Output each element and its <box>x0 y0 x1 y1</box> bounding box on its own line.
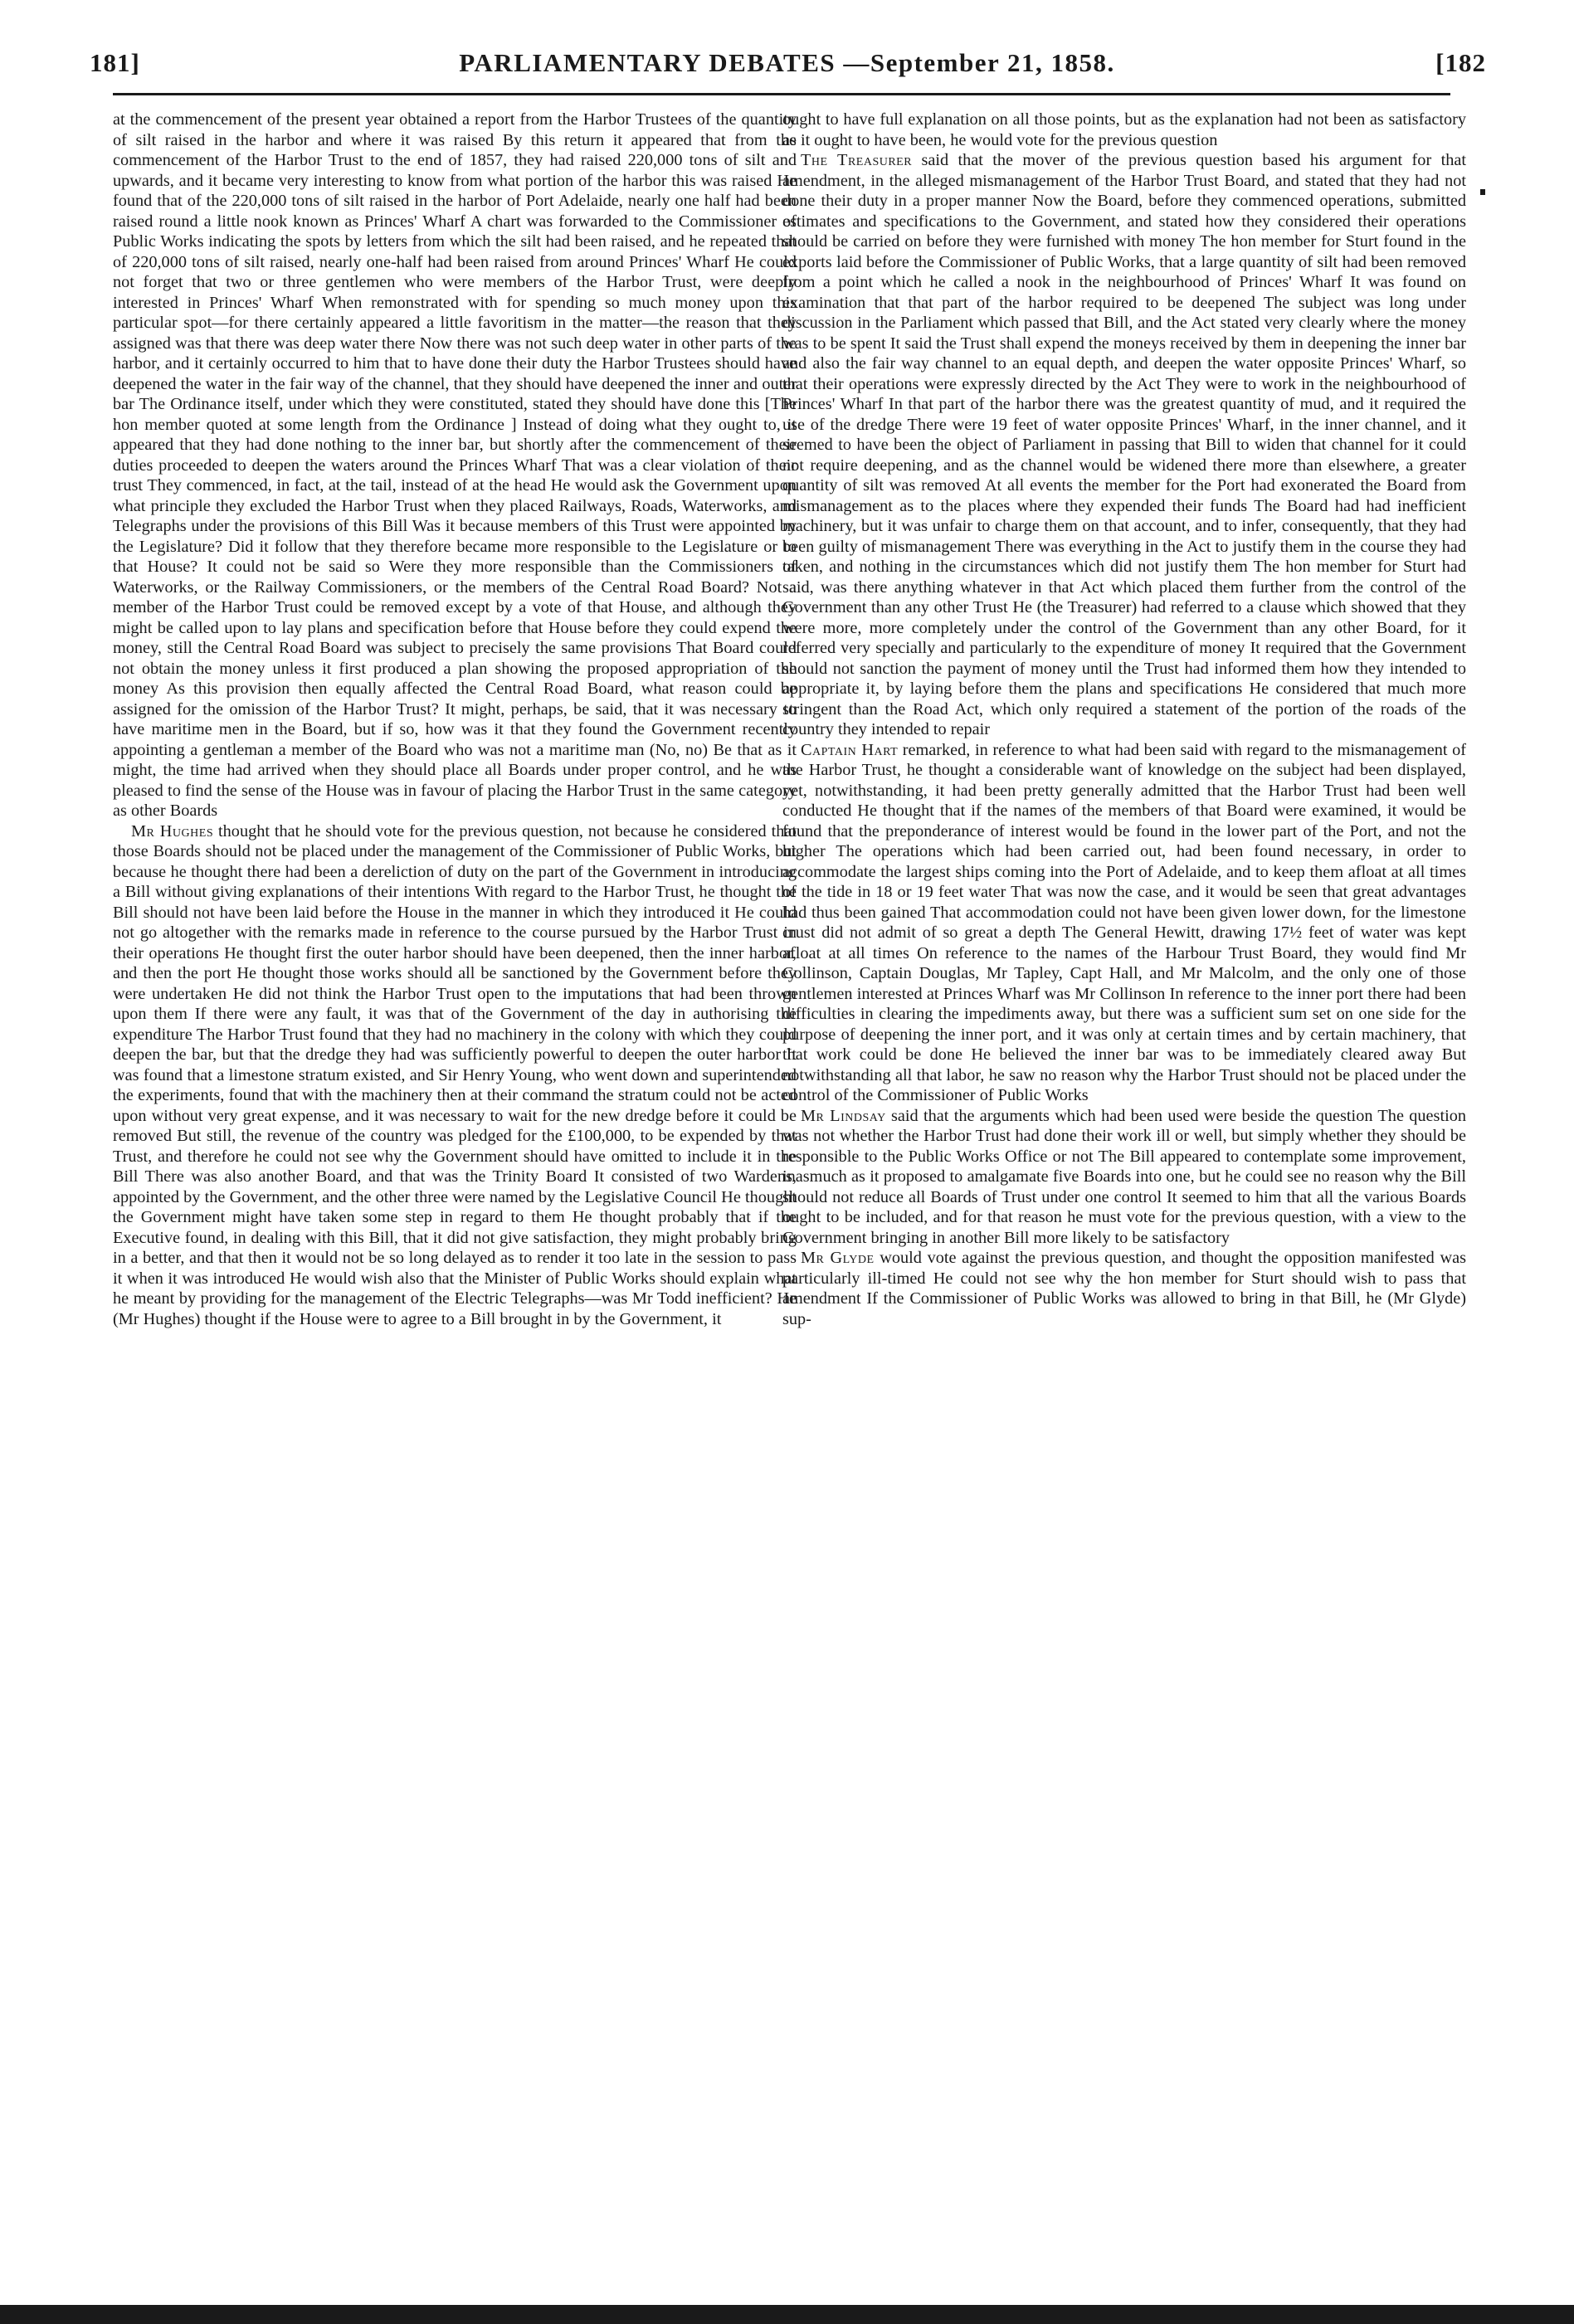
speech-paragraph <box>782 150 1466 740</box>
scan-bottom-border <box>0 2305 1574 2324</box>
speech-paragraph <box>782 1248 1466 1329</box>
speech-paragraph <box>113 821 797 1330</box>
left-column <box>113 110 797 1329</box>
speech-text: would vote against the previous question, and thought the opposition manifested was particularly ill-timed He could not see why the hon member for Sturt should wish to pass that amendment If the Commissioner of Public Works was allowed to bring in that Bill, he (Mr Glyde) sup- <box>782 1249 1466 1328</box>
header-rule <box>113 93 1450 95</box>
speech-text: thought that he should vote for the previous question, not because he considered that those Boards should not be placed under the management of the Commissioner of Public Works, but because he thought there had been a dereliction of duty on the part of the Government in introducing a Bill without giving explanations of their intentions With regard to the Harbor Trust, he thought the Bill should not have been laid before the House in the manner in which they introduced it He could not go altogether with the remarks made in reference to the course pursued by the Harbor Trust in their operations He thought first the outer harbor should have been deepened, then the inner harbor, and then the port He thought those works should all be sanctioned by the Government before they were undertaken He did not think the Harbor Trust open to the imputations that had been thrown upon them If there were any fault, it was that of the Government of the day in authorising the expenditure The Harbor Trust found that they had no machinery in the colony with which they could deepen the bar, but that the dredge they had was sufficiently powerful to deepen the outer harbor It was found that a limestone stratum existed, and Sir Henry Young, who went down and superintended the experiments, found that with the machinery then at their command the stratum could not be acted upon without very great expense, and it was necessary to wait for the new dredge before it could be removed But still, the revenue of the country was pledged for the £100,000, to be expended by that Trust, and therefore he could not see why the Government should have omitted to include it in the Bill There was also another Board, and that was the Trinity Board It consisted of two Wardens, appointed by the Government, and the other three were named by the Legislative Council He thought the Government might have taken some step in regard to them He thought probably that if the Executive found, in dealing with this Bill, that it did not give satisfaction, they might probably bring in a better, and that then it would not be so long delayed as to render it too late in the session to pass it when it was introduced He would wish also that the Minister of Public Works should explain what he meant by providing for the management of the Electric Telegraphs—was Mr Todd inefficient? He (Mr Hughes) thought if the House were to agree to a Bill brought in by the Government, it <box>113 821 797 1328</box>
speaker-name: Mr Lindsay <box>801 1106 886 1125</box>
page-number-right: [182 <box>1435 48 1486 77</box>
speaker-name: Mr Hughes <box>131 821 214 840</box>
margin-mark <box>1480 189 1485 195</box>
speaker-name: The Treasurer <box>801 151 913 169</box>
speaker-name: Captain Hart <box>801 740 899 759</box>
running-title: PARLIAMENTARY DEBATES —September 21, 1858. <box>459 48 1115 77</box>
page-number-left: 181] <box>90 48 140 77</box>
right-column <box>782 110 1466 1329</box>
speech-paragraph: at the commencement of the present year obtained a report from the Harbor Trustees of the quantity of silt raised in the harbor and where it was raised By this return it appeared that from the commencement of the Harbor Trust to the end of 1857, they had raised 220,000 tons of silt and upwards, and it became very interesting to know from what portion of the harbor this was raised He found that of the 220,000 tons of silt raised in the harbor of Port Adelaide, nearly one half had been raised round a little nook known as Princes' Wharf A chart was forwarded to the Commissioner of Public Works indicating the spots by letters from which the silt had been raised, and he repeated that of 220,000 tons of silt raised, nearly one-half had been raised from around Princes' Wharf He could not forget that two or three gentlemen who were members of the Harbor Trust, were deeply interested in Princes' Wharf When remonstrated with for spending so much money upon this particular spot—for there certainly appeared a little favoritism in the matter—the reason that they assigned was that there was deep water there Now there was not such deep water in other parts of the harbor, and it certainly occurred to him that to have done their duty the Harbor Trustees should have deepened the water in the fair way of the channel, that they should have deepened the inner and outer bar The Ordinance itself, under which they were constituted, stated they should have done this [The hon member quoted at some length from the Ordinance ] Instead of doing what they ought to, it appeared that they had done nothing to the inner bar, but shortly after the commencement of their duties proceeded to deepen the waters around the Princes Wharf That was a clear violation of their trust They commenced, in fact, at the tail, instead of at the head He would ask the Government upon what principle they excluded the Harbor Trust when they placed Railways, Roads, Waterworks, and Telegraphs under the provisions of this Bill Was it because members of this Trust were appointed by the Legislature? Did it follow that they therefore became more responsible to the Legislature or to that House? It could not be said so Were they more responsible than the Commissioners of Waterworks, or the Railway Commissioners, or the members of the Central Road Board? Not a member of the Harbor Trust could be removed except by a vote of that House, and although they might be called upon to lay plans and specification before that House before they could expend the money, still the Central Road Board was subject to precisely the same provisions That Board could not obtain the money unless it first produced a plan showing the proposed appropriation of the money As this provision then equally affected the Central Road Board, what reason could be assigned for the omission of the Harbor Trust? It might, perhaps, be said, that it was necessary to have maritime men in the Board, but if so, how was it that they found the Government recently appointing a gentleman a member of the Board who was not a maritime man (No, no) Be that as it might, the time had arrived when they should place all Boards under proper control, and he was pleased to find the sense of the House was in favour of placing the Harbor Trust in the same category as other Boards <box>113 110 797 820</box>
speech-text: said that the mover of the previous question based his argument for that amendment, in the alleged mismanagement of the Harbor Trust Board, and stated that they had not done their duty in a proper manner Now the Board, before they commenced operations, submitted estimates and specifications to the Government, and stated how they considered their operations should be carried on before they were furnished with money The hon member for Sturt found in the exports laid before the Commissioner of Public Works, that a large quantity of silt had been removed from a point which he called a nook in the neighbourhood of Princes' Wharf It was found on examination that that part of the harbor required to be deepened The subject was long under discussion in the Parliament which passed that Bill, and the Act stated very clearly where the money was to be spent It said the Trust shall expend the moneys received by them in deepening the inner bar and also the fair way channel to an equal depth, and deepen the water opposite Princes' Wharf, so that their operations were expressly directed by the Act They were to work in the neighbourhood of Princes' Wharf In that part of the harbor there was the greatest quantity of mud, and it required the use of the dredge There were 19 feet of water opposite Princes' Wharf, in the inner channel, and it seemed to have been the object of Parliament in passing that Bill to widen that channel for it could not require deepening, and as the channel would be widened there more than elsewhere, a greater quantity of silt was removed At all events the member for the Port had exonerated the Board from mismanagement as to the places where they expended their funds The Board had had inefficient machinery, but it was unfair to charge them on that account, and to infer, consequently, that they had been guilty of mismanagement There was everything in the Act to justify them in the course they had taken, and nothing in the circumstances which did not justify them The hon member for Sturt had said, was there anything whatever in that Act which placed them further from the control of the Government than any other Trust He (the Treasurer) had referred to a clause which showed that they were more, more completely under the control of the Government than any other Board, for it referred very specially and particularly to the expenditure of money It required that the Government should not sanction the payment of money until the Trust had informed them how they intended to appropriate it, by laying before them the plans and specifications He considered that much more stringent than the Road Act, which only required a statement of the portion of the roads of the country they intended to repair <box>782 151 1466 738</box>
speech-paragraph <box>782 740 1466 1106</box>
speech-text: said that the arguments which had been used were beside the question The question was not whether the Harbor Trust had done their work ill or well, but simply whether they should be responsible to the Public Works Office or not The Bill appeared to contemplate some improvement, inasmuch as it proposed to amalgamate five Boards into one, but he could see no reason why the Bill should not reduce all Boards of Trust under one control It seemed to him that all the various Boards ought to be included, and for that reason he must vote for the previous question, with a view to the Government bringing in another Bill more likely to be satisfactory <box>782 1106 1466 1247</box>
speech-paragraph: ought to have full explanation on all those points, but as the explanation had not been as satisfactory as it ought to have been, he would vote for the previous question <box>782 110 1466 149</box>
speech-paragraph <box>782 1106 1466 1249</box>
speech-text: remarked, in reference to what had been said with regard to the mismanagement of the Harbor Trust, he thought a considerable want of knowledge on the subject had been displayed, yet, notwithstanding, it had been pretty generally admitted that the Harbor Trust had been well conducted He thought that if the names of the members of that Board were examined, it would be found that the preponderance of interest would be found in the lower part of the Port, and not the higher The operations which had been carried out, had been found necessary, in order to accommodate the largest ships coming into the Port of Adelaide, and to keep them afloat at all times of the tide in 18 or 19 feet water That was now the case, and it would be seen that great advantages had thus been gained That accommodation could not have been given lower down, for the limestone crust did not admit of so great a depth The General Hewitt, drawing 17½ feet of water was kept afloat at all times On reference to the names of the Harbour Trust Board, they would find Mr Collinson, Captain Douglas, Mr Tapley, Capt Hall, and Mr Malcolm, and the only one of those gentlemen interested at Princes Wharf was Mr Collinson In reference to the inner port there had been difficulties in clearing the impediments away, but there was a sufficient sum set on one side for the purpose of deepening the inner port, and it was only at certain times and by certain machinery, that that work could be done He believed the inner bar was to be immediately cleared away But notwithstanding all that labor, he saw no reason why the Harbor Trust should not be placed under the control of the Commissioner of Public Works <box>782 740 1466 1104</box>
speaker-name: Mr Glyde <box>801 1249 875 1267</box>
page-header <box>0 48 1574 90</box>
